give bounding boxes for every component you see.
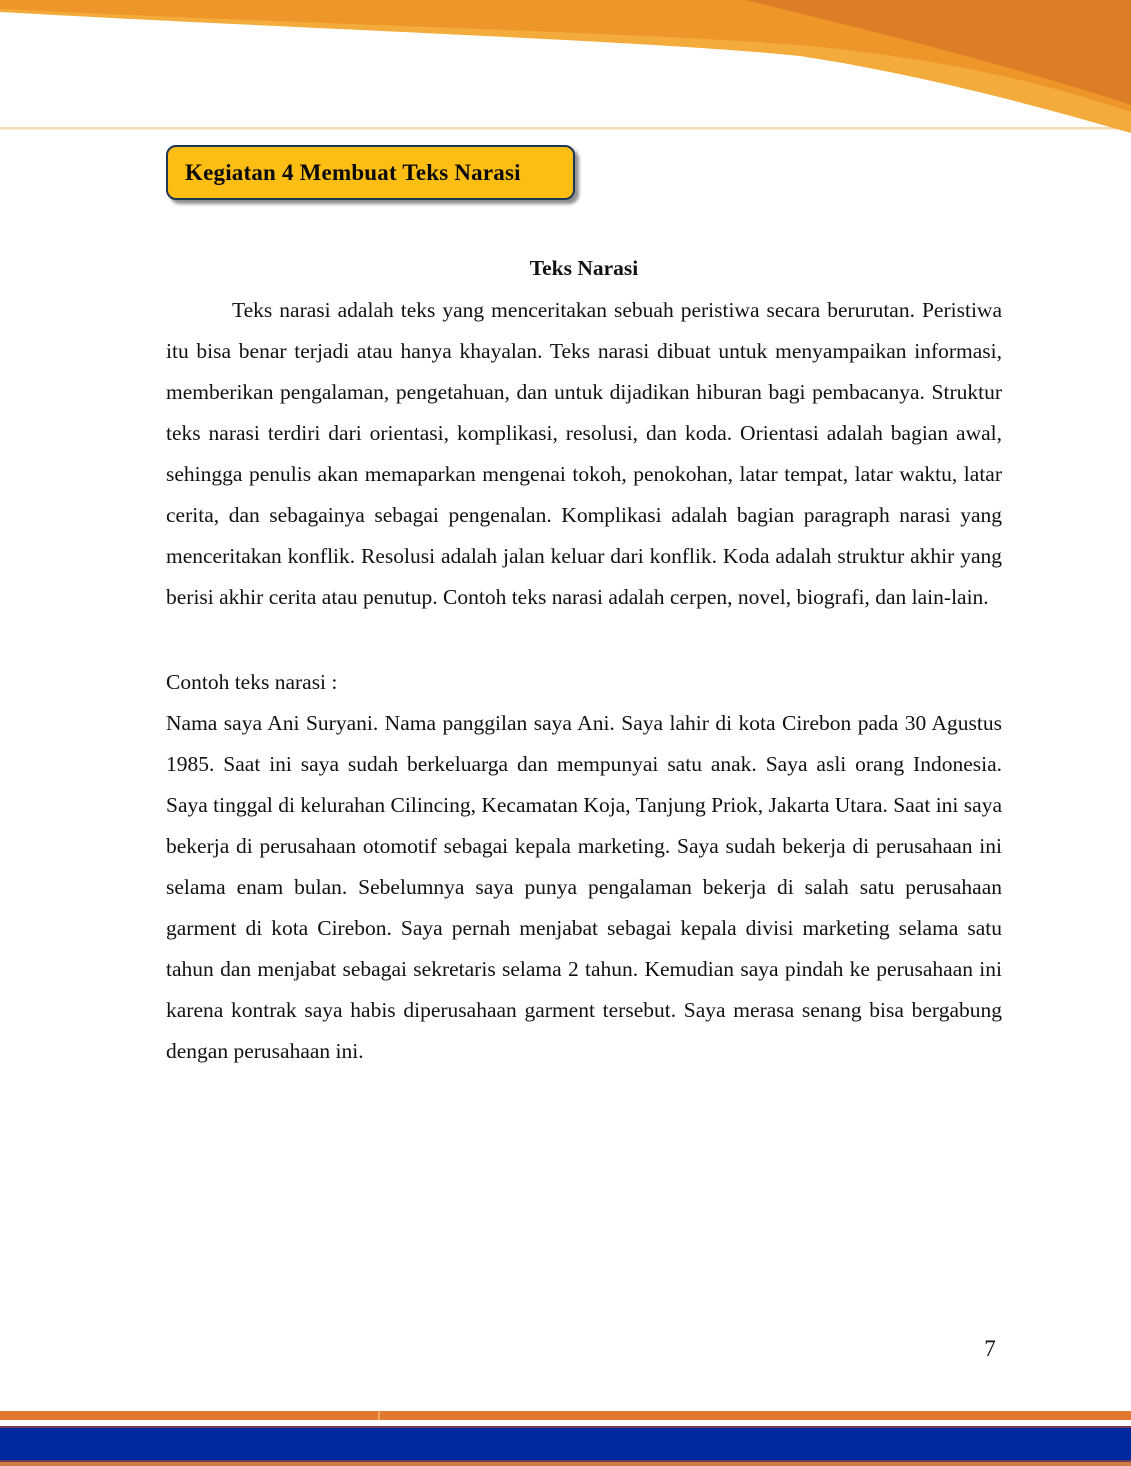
example-label: Contoh teks narasi : — [166, 670, 338, 694]
intro-paragraph: Teks narasi adalah teks yang menceritakan sebuah peristiwa secara berurutan. Peristiwa itu bisa benar terjadi atau hanya khayalan. Teks narasi dibuat untuk menyampaikan informasi, memberikan pengalaman, pengetahuan, dan untuk dijadikan hiburan bagi pembacanya. Struktur teks narasi terdiri dari orientasi, komplikasi, resolusi, dan koda. Orientasi adalah bagian awal, sehingga penulis akan memaparkan mengenai tokoh, penokohan, latar tempat, latar waktu, latar cerita, dan sebagainya sebagai pengenalan. Komplikasi adalah bagian paragraph narasi yang menceritakan konflik. Resolusi adalah jalan keluar dari konflik. Koda adalah struktur akhir yang berisi akhir cerita atau penutup. Contoh teks narasi adalah cerpen, novel, biografi, dan lain-lain. — [166, 298, 1002, 609]
example-paragraph: Nama saya Ani Suryani. Nama panggilan saya Ani. Saya lahir di kota Cirebon pada 30 Agustus 1985. Saat ini saya sudah berkeluarga dan mempunyai satu anak. Saya asli orang Indonesia. Saya tinggal di kelurahan Cilincing, Kecamatan Koja, Tanjung Priok, Jakarta Utara. Saat ini saya bekerja di perusahaan otomotif sebagai kepala marketing. Saya sudah bekerja di perusahaan ini selama enam bulan. Sebelumnya saya punya pengalaman bekerja di salah satu perusahaan garment di kota Cirebon. Saya pernah menjabat sebagai kepala divisi marketing selama satu tahun dan menjabat sebagai sekretaris selama 2 tahun. Kemudian saya pindah ke perusahaan ini karena kontrak saya habis diperusahaan garment tersebut. Saya merasa senang bisa bergabung dengan perusahaan ini. — [166, 711, 1002, 1063]
section-heading-box — [166, 145, 575, 200]
document-content — [166, 246, 1002, 1072]
footer-orange-bar-divider — [378, 1411, 380, 1420]
header-banner-graphic — [0, 0, 1131, 140]
footer-orange-strip — [0, 1462, 1131, 1466]
page-number: 7 — [984, 1336, 996, 1361]
section-heading-label: Kegiatan 4 Membuat Teks Narasi — [185, 159, 521, 185]
footer-blue-bar — [0, 1428, 1131, 1460]
document-title: Teks Narasi — [529, 256, 639, 280]
footer-orange-bar — [0, 1411, 1131, 1420]
